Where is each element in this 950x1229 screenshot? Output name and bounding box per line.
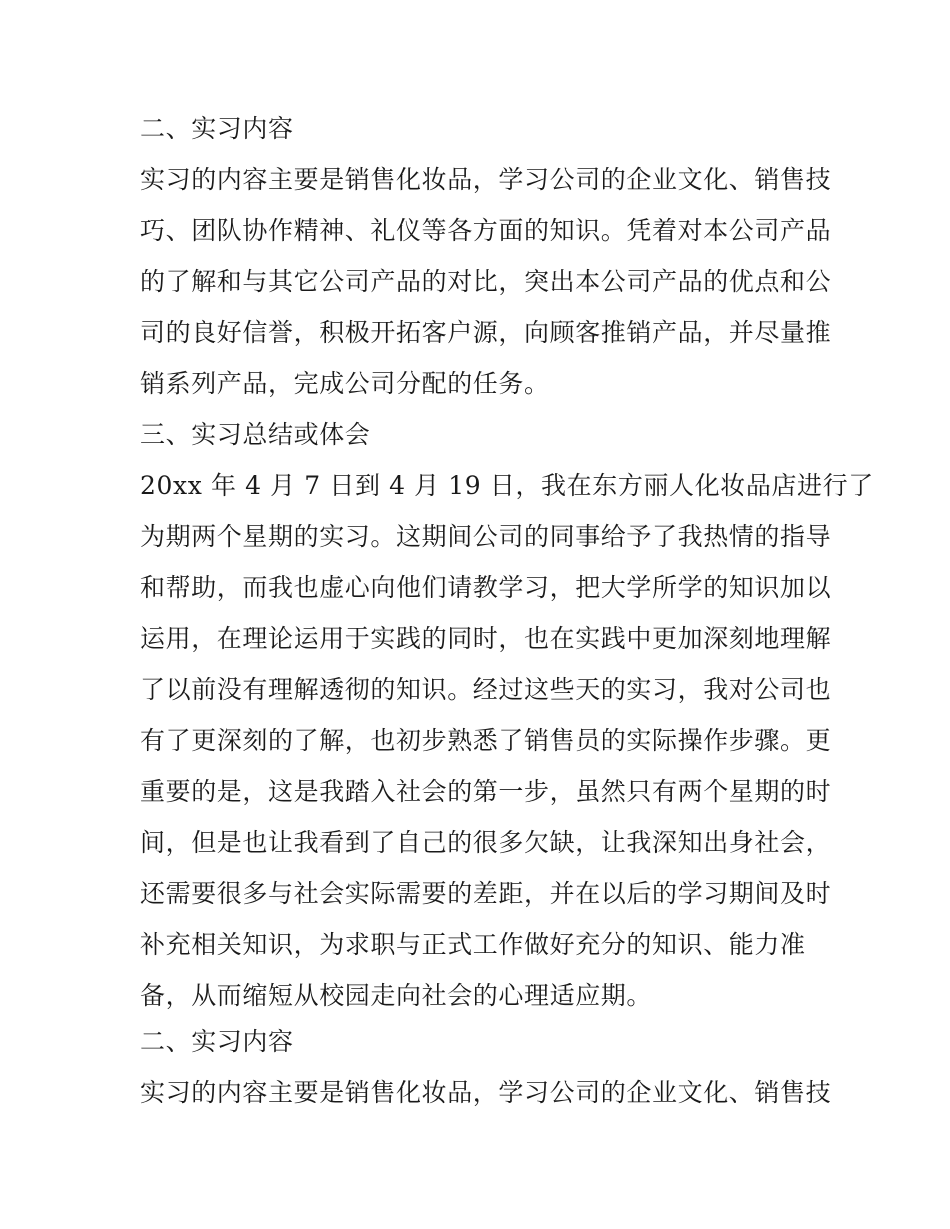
paragraph-line: 运用，在理论运用于实践的同时，也在实践中更加深刻地理解 <box>140 624 832 653</box>
section-heading: 二、实习内容 <box>140 1027 294 1056</box>
paragraph-line: 司的良好信誉，积极开拓客户源，向顾客推销产品，并尽量推 <box>140 318 832 347</box>
paragraph-line: 20xx 年 4 月 7 日到 4 月 19 日，我在东方丽人化妆品店进行了 <box>140 471 874 500</box>
paragraph-line: 实习的内容主要是销售化妆品，学习公司的企业文化、销售技 <box>140 165 832 194</box>
paragraph-line: 为期两个星期的实习。这期间公司的同事给予了我热情的指导 <box>140 522 832 551</box>
paragraph-line: 还需要很多与社会实际需要的差距，并在以后的学习期间及时 <box>140 879 832 908</box>
paragraph-line: 重要的是，这是我踏入社会的第一步，虽然只有两个星期的时 <box>140 777 832 806</box>
paragraph-line: 巧、团队协作精神、礼仪等各方面的知识。凭着对本公司产品 <box>140 216 832 245</box>
paragraph-line: 间，但是也让我看到了自己的很多欠缺，让我深知出身社会， <box>140 828 832 857</box>
section-heading: 二、实习内容 <box>140 114 294 143</box>
paragraph-line: 备，从而缩短从校园走向社会的心理适应期。 <box>140 981 653 1010</box>
paragraph-line: 补充相关知识，为求职与正式工作做好充分的知识、能力准 <box>140 930 806 959</box>
paragraph-line: 的了解和与其它公司产品的对比，突出本公司产品的优点和公 <box>140 267 832 296</box>
paragraph-line: 了以前没有理解透彻的知识。经过这些天的实习，我对公司也 <box>140 675 832 704</box>
paragraph-line: 销系列产品，完成公司分配的任务。 <box>140 369 550 398</box>
paragraph-line: 和帮助，而我也虚心向他们请教学习，把大学所学的知识加以 <box>140 573 832 602</box>
paragraph-line: 有了更深刻的了解，也初步熟悉了销售员的实际操作步骤。更 <box>140 726 832 755</box>
section-heading: 三、实习总结或体会 <box>140 420 371 449</box>
paragraph-line: 实习的内容主要是销售化妆品，学习公司的企业文化、销售技 <box>140 1078 832 1107</box>
